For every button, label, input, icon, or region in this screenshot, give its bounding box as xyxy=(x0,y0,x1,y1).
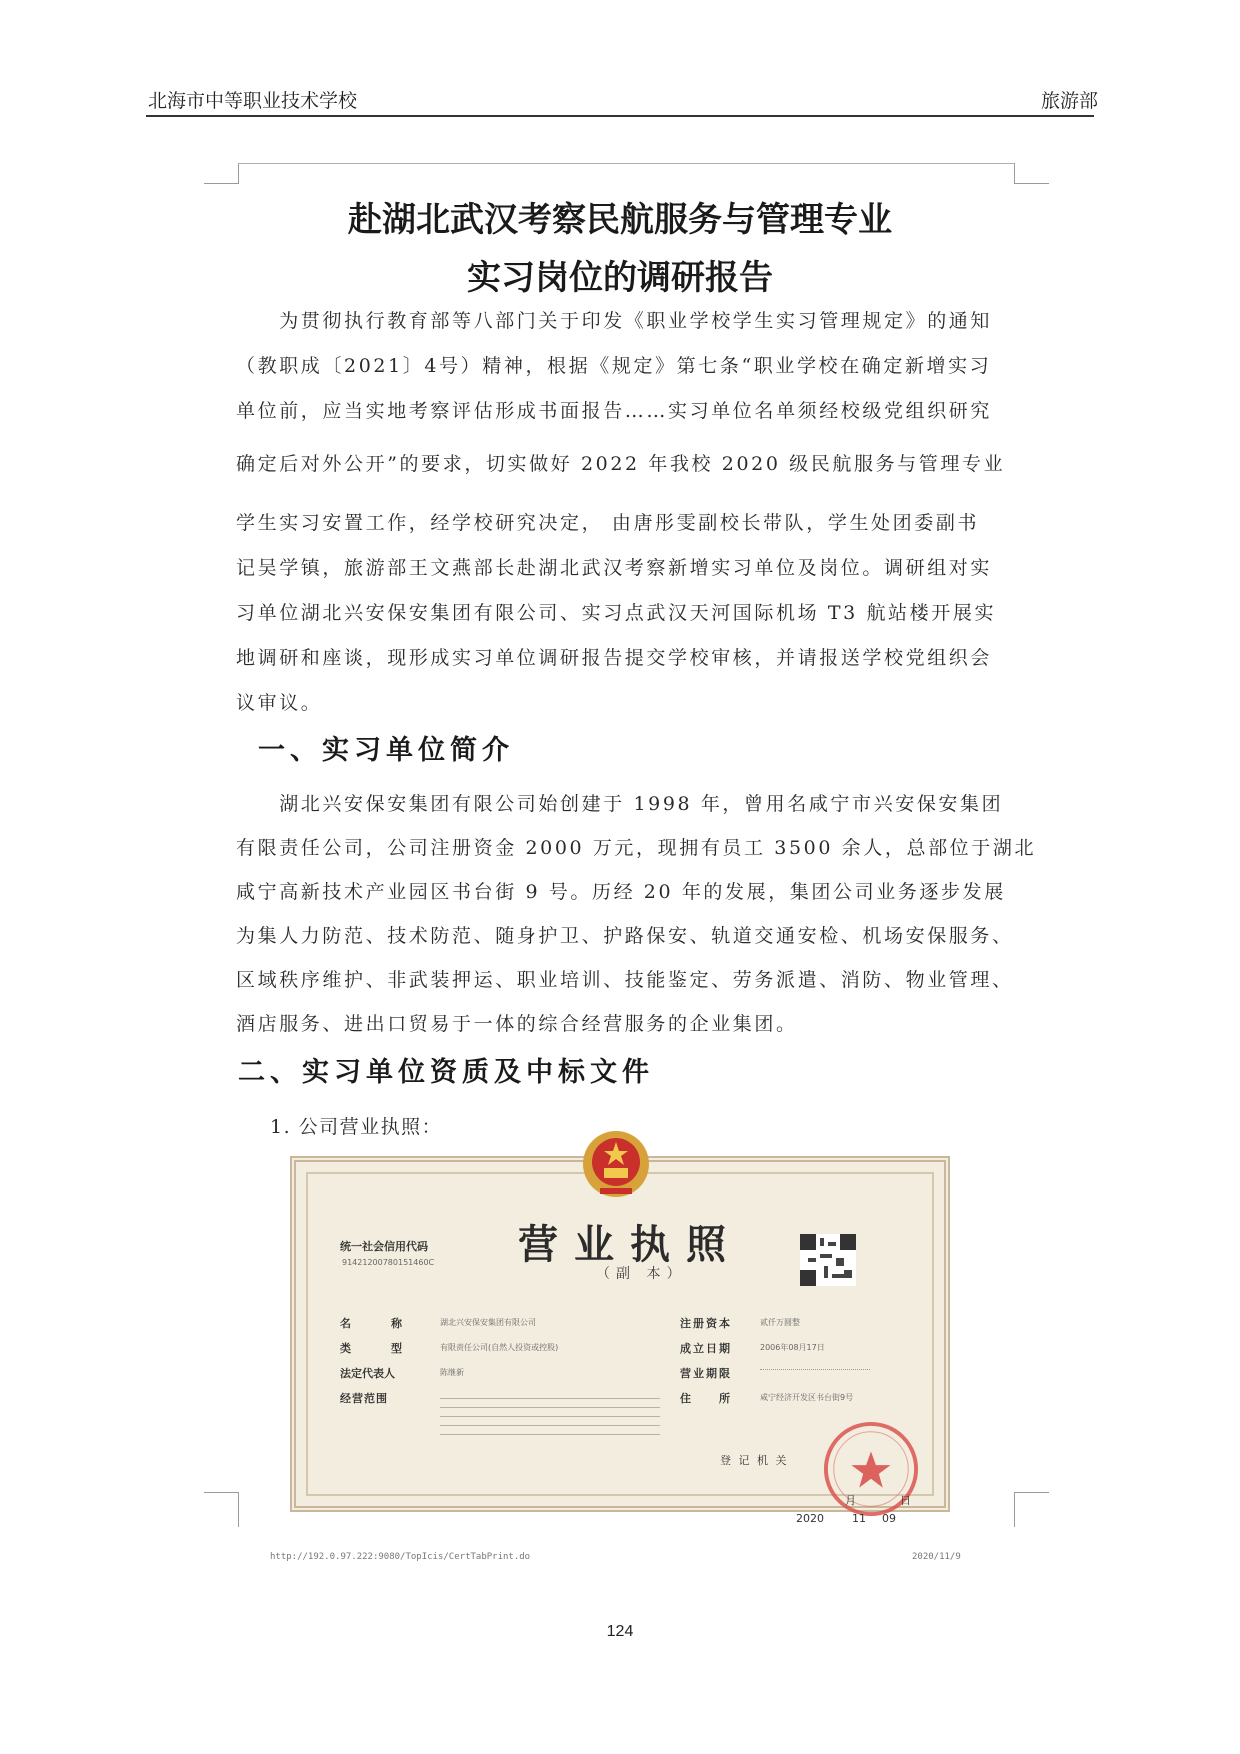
intro-line: 记吴学镇，旅游部王文燕部长赴湖北武汉考察新增实习单位及岗位。调研组对实 xyxy=(236,557,993,579)
frame-top-line xyxy=(238,163,1014,164)
legal-rep-value: 陈继新 xyxy=(440,1368,464,1377)
issue-day-char: 日 xyxy=(900,1494,911,1507)
capital-value: 贰仟万圆整 xyxy=(760,1318,800,1327)
section1-line: 为集人力防范、技术防范、随身护卫、护路保安、轨道交通安检、机场安保服务、 xyxy=(236,925,1014,947)
credit-code-value: 91421200780151460C xyxy=(342,1258,435,1267)
established-label: 成立日期 xyxy=(680,1342,732,1355)
report-title-line-2: 实习岗位的调研报告 xyxy=(467,258,773,298)
intro-line: 确定后对外公开”的要求，切实做好 2022 年我校 2020 级民航服务与管理专业 xyxy=(236,453,1006,475)
name-label: 名 称 xyxy=(340,1317,408,1330)
qr-code-icon xyxy=(800,1234,856,1286)
address-label: 住 所 xyxy=(680,1392,732,1405)
header-school: 北海市中等职业技术学校 xyxy=(148,90,358,112)
term-label: 营业期限 xyxy=(680,1367,732,1380)
section1-line: 区域秩序维护、非武装押运、职业培训、技能鉴定、劳务派遣、消防、物业管理、 xyxy=(236,969,1014,991)
item-business-license: 1. 公司营业执照： xyxy=(270,1116,443,1138)
page-number: 124 xyxy=(606,1623,634,1640)
established-value: 2006年08月17日 xyxy=(760,1343,825,1352)
report-title-line-1: 赴湖北武汉考察民航服务与管理专业 xyxy=(348,200,892,240)
header-rule xyxy=(146,115,1094,117)
issue-month: 11 xyxy=(852,1512,866,1525)
intro-line: 为贯彻执行教育部等八部门关于印发《职业学校学生实习管理规定》的通知 xyxy=(236,310,993,332)
license-title: 营业执照 xyxy=(518,1222,742,1268)
section1-line: 咸宁高新技术产业园区书台街 9 号。历经 20 年的发展，集团公司业务逐步发展 xyxy=(236,881,1006,903)
crop-mark-top-left xyxy=(204,163,239,184)
license-footer-url: http://192.0.97.222:9080/TopIcis/CertTabPrint.do xyxy=(270,1552,531,1562)
section-heading-2: 二、实习单位资质及中标文件 xyxy=(238,1057,654,1088)
section1-line: 酒店服务、进出口贸易于一体的综合经营服务的企业集团。 xyxy=(236,1013,798,1035)
intro-line: 学生实习安置工作，经学校研究决定， 由唐彤雯副校长带队，学生处团委副书 xyxy=(236,512,980,534)
capital-label: 注册资本 xyxy=(680,1317,732,1330)
type-label: 类 型 xyxy=(340,1342,408,1355)
intro-line: 单位前，应当实地考察评估形成书面报告……实习单位名单须经校级党组织研究 xyxy=(236,400,993,422)
section1-line: 湖北兴安保安集团有限公司始创建于 1998 年，曾用名咸宁市兴安保安集团 xyxy=(236,793,1004,815)
business-scope-label: 经营范围 xyxy=(340,1392,388,1405)
issue-year: 2020 xyxy=(796,1512,824,1525)
intro-line: 议审议。 xyxy=(236,692,323,714)
section-heading-1: 一、实习单位简介 xyxy=(258,735,514,766)
name-value: 湖北兴安保安集团有限公司 xyxy=(440,1318,536,1327)
legal-rep-label: 法定代表人 xyxy=(340,1367,395,1380)
business-scope-text xyxy=(440,1392,660,1442)
issue-month-char: 月 xyxy=(845,1494,856,1507)
intro-line: 地调研和座谈，现形成实习单位调研报告提交学校审核，并请报送学校党组织会 xyxy=(236,647,993,669)
license-subtitle: （副 本） xyxy=(596,1266,687,1282)
credit-code-label: 统一社会信用代码 xyxy=(340,1240,428,1253)
crop-mark-bottom-left xyxy=(204,1492,239,1527)
type-value: 有限责任公司(自然人投资或控股) xyxy=(440,1343,559,1352)
section1-line: 有限责任公司，公司注册资金 2000 万元，现拥有员工 3500 余人，总部位于湖北 xyxy=(236,837,1037,859)
crop-mark-bottom-right xyxy=(1014,1492,1049,1527)
national-emblem-icon xyxy=(580,1128,652,1200)
issue-day: 09 xyxy=(882,1512,896,1525)
header-department: 旅游部 xyxy=(1040,90,1098,112)
intro-line: （教职成〔2021〕4号）精神，根据《规定》第七条“职业学校在确定新增实习 xyxy=(236,355,992,377)
registration-authority-label: 登 记 机 关 xyxy=(720,1454,789,1467)
crop-mark-top-right xyxy=(1014,163,1049,184)
address-value: 咸宁经济开发区书台街9号 xyxy=(760,1393,854,1402)
intro-line: 习单位湖北兴安保安集团有限公司、实习点武汉天河国际机场 T3 航站楼开展实 xyxy=(236,602,997,624)
term-value xyxy=(760,1369,870,1370)
license-footer-date: 2020/11/9 xyxy=(912,1552,961,1562)
